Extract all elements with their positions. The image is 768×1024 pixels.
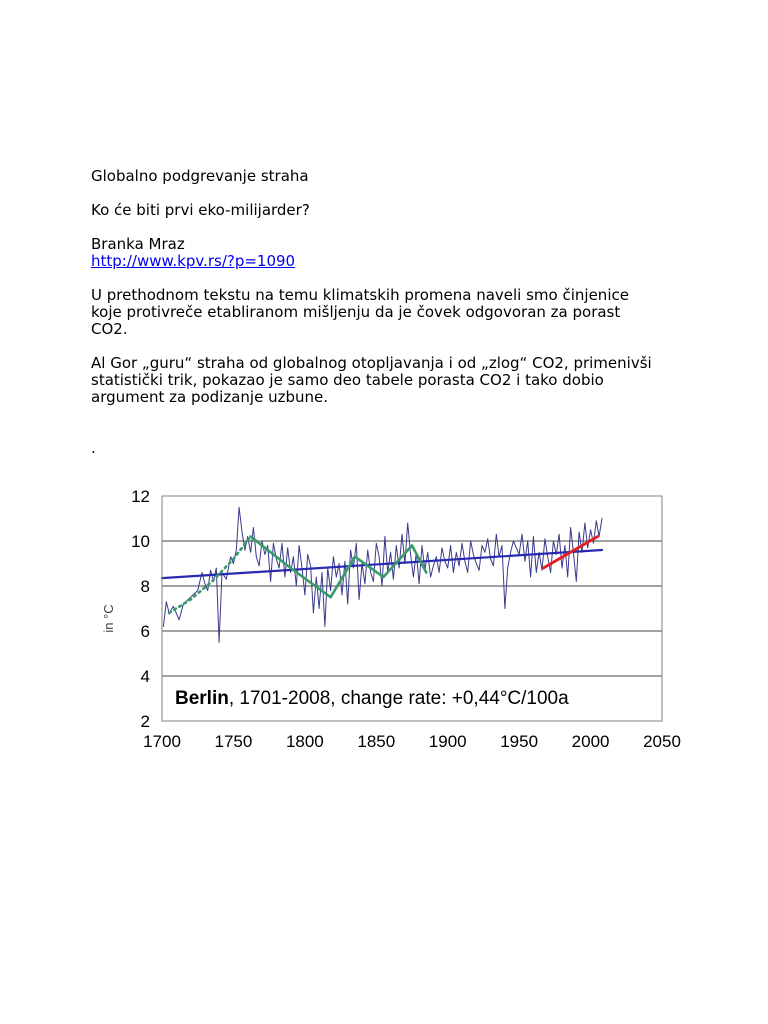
chart-title-detail: , 1701-2008, change rate: +0,44°C/100a bbox=[228, 688, 569, 709]
chart-title bbox=[175, 688, 569, 709]
paragraph-1-line: U prethodnom tekstu na temu klimatskih promena naveli smo činjenice bbox=[91, 286, 629, 304]
x-tick-label: 1900 bbox=[428, 732, 467, 751]
x-tick-label: 2000 bbox=[571, 732, 610, 751]
author-block bbox=[91, 236, 691, 270]
chart-ticks bbox=[131, 487, 681, 751]
paragraph-2-line: Al Gor „guru“ straha od globalnog otopljavanja i od „zlog“ CO2, primenivši bbox=[91, 354, 652, 372]
paragraph-2-line: argument za podizanje uzbune. bbox=[91, 388, 328, 406]
temperature-chart bbox=[95, 478, 695, 768]
document-title: Globalno podgrevanje straha bbox=[91, 167, 309, 185]
y-tick-label: 6 bbox=[140, 622, 150, 641]
paragraph-1 bbox=[91, 287, 691, 338]
x-tick-label: 1950 bbox=[500, 732, 539, 751]
y-tick-label: 2 bbox=[140, 712, 150, 731]
y-axis-label: in °C bbox=[101, 604, 116, 633]
chart-svg bbox=[95, 478, 695, 768]
paragraph-1-line: CO2. bbox=[91, 320, 128, 338]
paragraph-1-line: koje protivreče etabliranom mišljenju da je čovek odgovoran za porast bbox=[91, 303, 621, 321]
x-tick-label: 1850 bbox=[357, 732, 396, 751]
dot-separator: . bbox=[91, 439, 96, 457]
y-tick-label: 12 bbox=[131, 487, 150, 506]
source-link[interactable]: http://www.kpv.rs/?p=1090 bbox=[91, 252, 296, 270]
author-name: Branka Mraz bbox=[91, 235, 185, 253]
paragraph-2-line: statistički trik, pokazao je samo deo tabele porasta CO2 i tako dobio bbox=[91, 371, 604, 389]
y-tick-label: 10 bbox=[131, 532, 150, 551]
x-tick-label: 1800 bbox=[285, 732, 324, 751]
chart-series bbox=[162, 507, 602, 642]
x-tick-label: 1750 bbox=[214, 732, 253, 751]
chart-title-city: Berlin bbox=[175, 688, 229, 709]
x-tick-label: 1700 bbox=[143, 732, 181, 751]
document-subtitle: Ko će biti prvi eko-milijarder? bbox=[91, 201, 310, 219]
y-tick-label: 4 bbox=[140, 667, 150, 686]
y-tick-label: 8 bbox=[140, 577, 150, 596]
paragraph-2 bbox=[91, 355, 691, 406]
document-body bbox=[91, 168, 691, 474]
x-tick-label: 2050 bbox=[643, 732, 681, 751]
